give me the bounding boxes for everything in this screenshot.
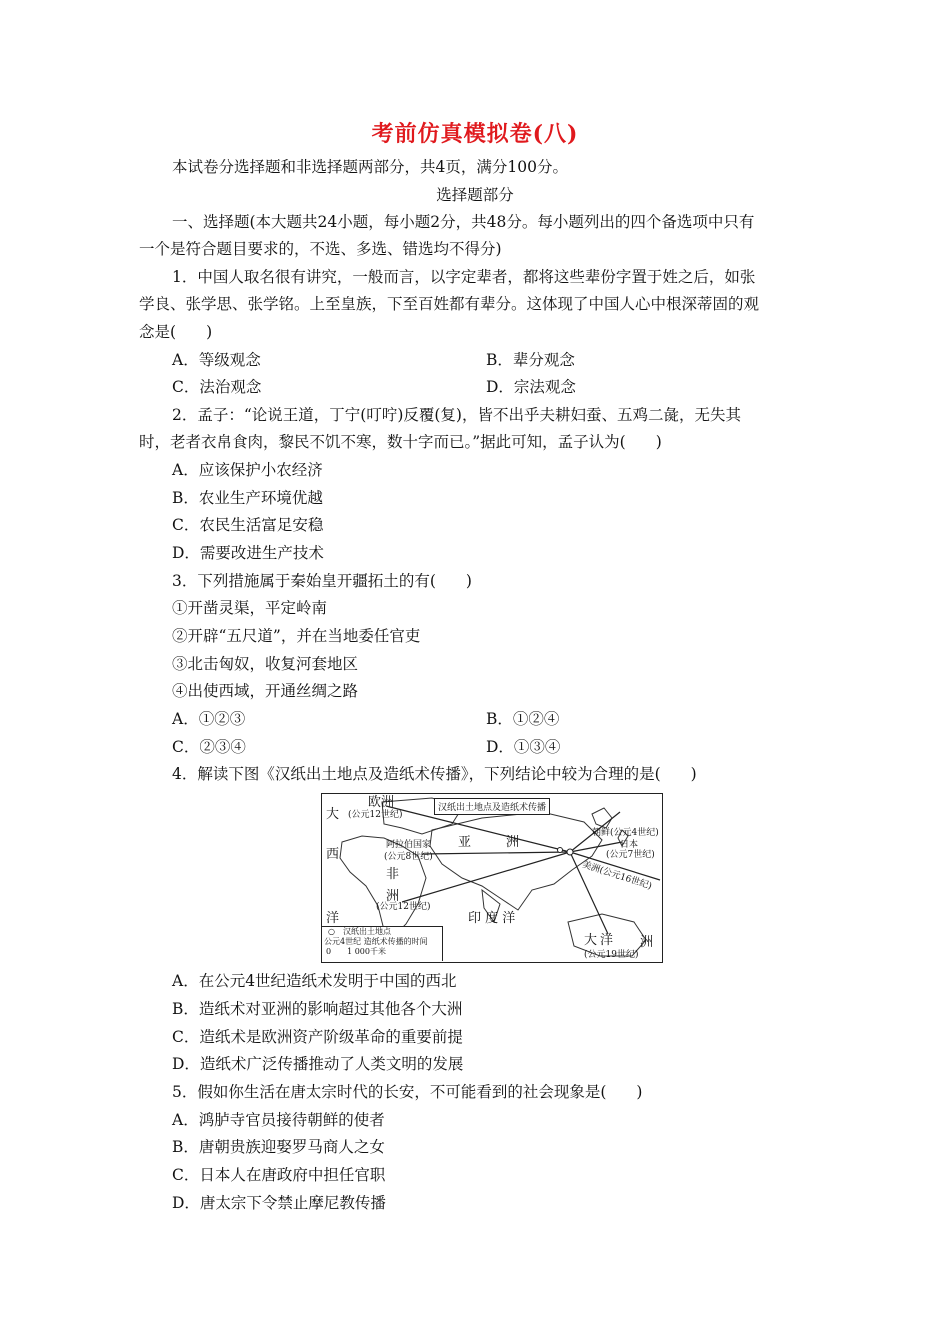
- instructions-line-1: 一、选择题(本大题共24小题，每小题2分，共48分。每小题列出的四个备选项中只有: [172, 213, 755, 231]
- q2-option-c: C．农民生活富足安稳: [172, 516, 324, 534]
- map-label-asia-ya: 亚: [458, 835, 472, 850]
- q4-option-d: D．造纸术广泛传播推动了人类文明的发展: [172, 1055, 464, 1073]
- q3-option-b: B．①②④: [486, 710, 560, 728]
- q3-option-c: C．②③④: [172, 738, 246, 756]
- q1-option-c: C．法治观念: [172, 378, 262, 396]
- q3-option-d: D．①③④: [486, 738, 561, 756]
- map-label-europe-date: (公元12世纪): [348, 810, 403, 820]
- q2-option-a: A．应该保护小农经济: [172, 461, 323, 479]
- instructions-line-2: 一个是符合题目要求的，不选、多选、错选均不得分): [139, 240, 502, 258]
- map-label-atlantic-da: 大: [326, 807, 340, 822]
- map-label-america: 美洲(公元16世纪): [580, 860, 653, 892]
- q4-option-c: C．造纸术是欧洲资产阶级革命的重要前提: [172, 1028, 463, 1046]
- section-heading: 选择题部分: [436, 186, 514, 204]
- map-title: 汉纸出土地点及造纸术传播: [434, 798, 550, 815]
- map-label-japan: 日本: [620, 840, 639, 850]
- legend-site: ○ 汉纸出土地点: [328, 927, 391, 936]
- map-label-oceania-yang: 洋: [600, 933, 614, 948]
- q1-option-a: A．等级观念: [172, 351, 261, 369]
- q1-stem-3: 念是( ): [139, 323, 213, 341]
- map-label-oceania-zhou: 洲: [640, 935, 654, 950]
- map-label-arab: 阿拉伯国家: [386, 840, 432, 850]
- legend-scale: 0 1 000千米: [326, 947, 386, 956]
- map-label-oceania-date: (公元19世纪): [584, 950, 639, 960]
- q4-option-a: A．在公元4世纪造纸术发明于中国的西北: [172, 972, 457, 990]
- map-label-europe: 欧洲: [368, 795, 395, 810]
- legend-date: 公元4世纪 造纸术传播的时间: [324, 937, 428, 946]
- q2-stem-2: 时，老者衣帛食肉，黎民不饥不寒，数十字而已。”据此可知，孟子认为( ): [139, 433, 662, 451]
- q3-item-3: ③北击匈奴，收复河套地区: [172, 655, 359, 673]
- q1-stem-2: 学良、张学思、张学铭。上至皇族，下至百姓都有辈分。这体现了中国人心中根深蒂固的观: [139, 295, 760, 313]
- q3-stem: 3．下列措施属于秦始皇开疆拓土的有( ): [172, 572, 472, 590]
- map-label-indian-ocean: 印 度 洋: [468, 911, 516, 926]
- exam-title: 考前仿真模拟卷(八): [371, 121, 579, 147]
- q3-item-4: ④出使西域，开通丝绸之路: [172, 682, 359, 700]
- exam-intro: 本试卷分选择题和非选择题两部分，共4页，满分100分。: [172, 158, 568, 176]
- map-label-asia-zhou: 洲: [506, 835, 520, 850]
- map-label-arab-date: (公元8世纪): [384, 852, 433, 862]
- map-label-japan-date: (公元7世纪): [606, 850, 655, 860]
- map-label-africa-zhou: 洲: [386, 889, 400, 904]
- map-label-africa-date: (公元12世纪): [376, 902, 431, 912]
- map-label-atlantic-yang: 洋: [326, 911, 340, 926]
- q3-item-2: ②开辟“五尺道”，并在当地委任官吏: [172, 627, 421, 645]
- q1-stem-1: 1．中国人取名很有讲究，一般而言，以字定辈者，都将这些辈份字置于姓之后，如张: [172, 268, 756, 286]
- map-label-africa-fei: 非: [386, 867, 400, 882]
- q4-option-b: B．造纸术对亚洲的影响超过其他各个大洲: [172, 1000, 463, 1018]
- q3-item-1: ①开凿灵渠，平定岭南: [172, 599, 328, 617]
- q1-option-b: B．辈分观念: [486, 351, 575, 369]
- map-legend: [322, 926, 443, 961]
- q5-stem: 5．假如你生活在唐太宗时代的长安，不可能看到的社会现象是( ): [172, 1083, 643, 1101]
- q2-stem-1: 2．孟子：“论说王道，丁宁(叮咛)反覆(复)，皆不出乎夫耕妇蚕、五鸡二彘，无失其: [172, 406, 741, 424]
- q5-option-d: D．唐太宗下令禁止摩尼教传播: [172, 1194, 386, 1212]
- q5-option-b: B．唐朝贵族迎娶罗马商人之女: [172, 1138, 385, 1156]
- q3-option-a: A．①②③: [172, 710, 246, 728]
- q5-option-a: A．鸿胪寺官员接待朝鲜的使者: [172, 1111, 385, 1129]
- map-label-oceania-da: 大: [584, 933, 598, 948]
- q2-option-d: D．需要改进生产技术: [172, 544, 324, 562]
- map-label-atlantic-xi: 西: [326, 847, 340, 862]
- q5-option-c: C．日本人在唐政府中担任官职: [172, 1166, 386, 1184]
- q2-option-b: B．农业生产环境优越: [172, 489, 323, 507]
- paper-spread-map: [321, 793, 663, 963]
- q4-stem: 4．解读下图《汉纸出土地点及造纸术传播》，下列结论中较为合理的是( ): [172, 765, 697, 783]
- map-label-korea: 朝鲜(公元4世纪): [592, 828, 659, 838]
- q1-option-d: D．宗法观念: [486, 378, 576, 396]
